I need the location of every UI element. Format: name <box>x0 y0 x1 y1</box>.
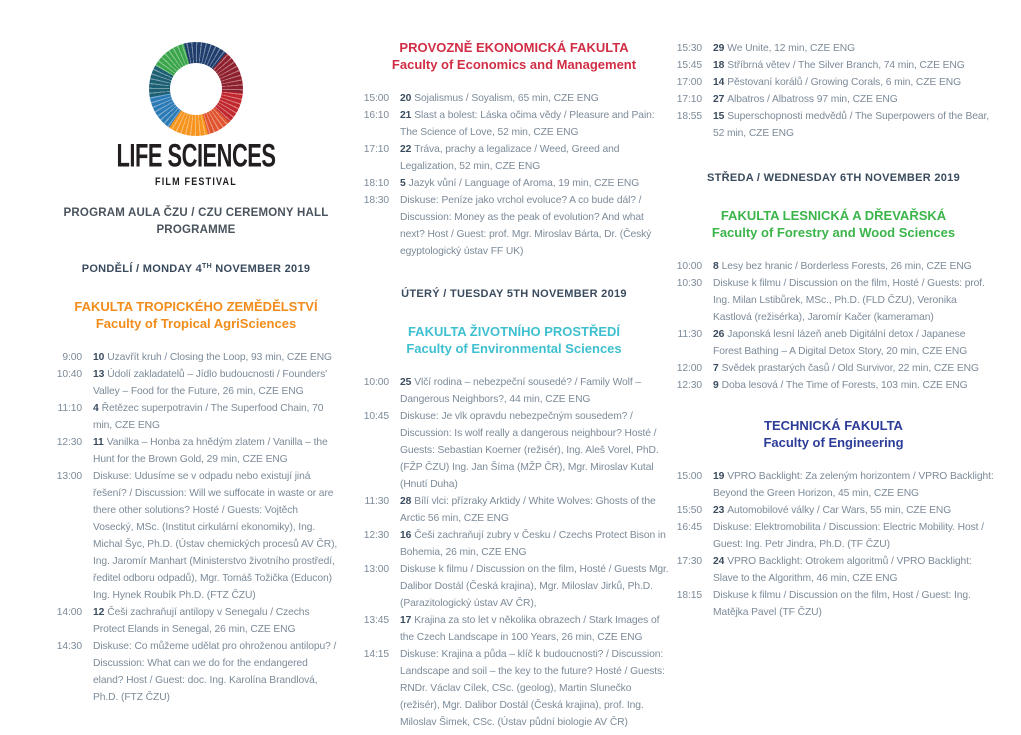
film-title: Diskuse k filmu / Discussion on the film, Hosté / Guests Mgr. Dalibor Dostál (Česká krajina), Mgr. Miloslav Jirků, Ph.D. (Parazitologický ústav AV ČR), <box>400 564 669 609</box>
film-title: Diskuse: Je vlk opravdu nebezpečným sousedem? / Discussion: Is wolf really a dangerous neighbour? Hosté / Guests: Sebastian Koerner (režisér), Ing. Aleš Vorel, PhD. (FŽP ČZU) Ing. Jan Šíma (MŽP ČR), Mgr. Miroslav Kutal (Hnutí Duha) <box>400 411 659 490</box>
programme-heading-line2: PROGRAMME <box>156 224 236 236</box>
section-header-forestry <box>672 208 995 241</box>
film-number: 20 <box>400 93 412 104</box>
screening-row <box>359 107 669 141</box>
screening-time: 16:10 <box>363 110 389 121</box>
screening-entry <box>93 366 340 400</box>
film-number: 22 <box>400 144 412 155</box>
film-title: Lesy bez hranic / Borderless Forests, 26 min, CZE ENG <box>721 261 972 272</box>
screening-entry <box>713 74 995 91</box>
screening-row <box>672 326 995 360</box>
column-right <box>672 36 995 621</box>
film-title: Češi zachraňují antilopy v Senegalu / Czechs Protect Elands in Senegal, 26 min, CZE ENG <box>93 607 310 635</box>
screening-row <box>359 374 669 408</box>
film-title: Doba lesová / The Time of Forests, 103 min. CZE ENG <box>721 380 968 391</box>
screening-entry <box>400 141 669 175</box>
section-title-cs: PROVOZNĚ EKONOMICKÁ FAKULTA <box>399 40 629 55</box>
screening-row <box>672 275 995 326</box>
column-monday <box>52 36 340 706</box>
film-title: Pěstovaní korálů / Growing Corals, 6 min, CZE ENG <box>727 77 961 88</box>
screening-row <box>672 40 995 57</box>
screening-entry <box>713 587 995 621</box>
screening-row <box>52 434 340 468</box>
screening-time: 9:00 <box>62 352 82 363</box>
film-title: Diskuse: Krajina a půda – klíč k budoucnosti? / Discussion: Landscape and soil – the key to the future? Hosté / Guests: RNDr. Václav Cílek, CSc. (geolog), Martin Slunečko (režisér), Mgr. Dalibor Dostál (Česká krajina), prof. Ing. Miloslav Šimek, CSc. (Ústav půdní biologie AV ČR) <box>400 649 665 728</box>
film-number: 18 <box>713 60 725 71</box>
film-number: 12 <box>93 607 105 618</box>
screening-entry <box>400 493 669 527</box>
schedule-engineering <box>672 468 995 621</box>
film-number: 15 <box>713 111 725 122</box>
film-title: Tráva, prachy a legalizace / Weed, Greed and Legalization, 52 min, CZE ENG <box>400 144 620 172</box>
screening-time: 10:45 <box>363 411 389 422</box>
film-number: 28 <box>400 496 412 507</box>
screening-entry <box>713 553 995 587</box>
film-number: 7 <box>713 363 719 374</box>
film-title: Diskuse: Co můžeme udělat pro ohroženou antilopu? / Discussion: What can we do for the endangered eland? Host / Guest: doc. Ing. Karolína Brandlová, Ph.D. (FTZ ČZU) <box>93 641 337 703</box>
film-title: Údolí zakladatelů – Jídlo budoucnosti / Founders' Valley – Food for the Future, 26 min, CZE ENG <box>93 369 327 397</box>
date-monday <box>52 263 340 275</box>
section-title-en: Faculty of Environmental Sciences <box>406 340 622 356</box>
film-title: Diskuse k filmu / Discussion on the film, Host / Guest: Ing. Matějka Pavel (TF ČZU) <box>713 590 971 618</box>
screening-entry <box>400 192 669 260</box>
section-title-en: Faculty of Tropical AgriSciences <box>95 315 297 331</box>
screening-time: 11:10 <box>57 403 82 414</box>
date-tuesday: ÚTERÝ / TUESDAY 5TH NOVEMBER 2019 <box>401 288 627 300</box>
screening-entry <box>713 57 995 74</box>
film-title: We Unite, 12 min, CZE ENG <box>727 43 856 54</box>
screening-entry <box>713 377 995 394</box>
programme-heading <box>52 205 340 239</box>
screening-entry <box>400 646 669 731</box>
screening-entry <box>400 527 669 561</box>
screening-row <box>672 57 995 74</box>
film-number: 11 <box>93 437 104 448</box>
column-middle <box>359 36 669 731</box>
schedule-forestry <box>672 258 995 394</box>
screening-time: 15:00 <box>676 471 702 482</box>
screening-entry <box>400 561 669 612</box>
film-title: Jazyk vůní / Language of Aroma, 19 min, CZE ENG <box>408 178 640 189</box>
screening-entry <box>400 90 669 107</box>
screening-row <box>359 493 669 527</box>
film-title: VPRO Backlight: Za zeleným horizontem / VPRO Backlight: Beyond the Green Horizon, 45 min, CZE ENG <box>713 471 994 499</box>
screening-time: 17:10 <box>363 144 389 155</box>
screening-time: 10:40 <box>56 369 82 380</box>
film-number: 9 <box>713 380 719 391</box>
section-title-en: Faculty of Forestry and Wood Sciences <box>711 224 956 240</box>
screening-time: 13:00 <box>56 471 82 482</box>
film-number: 5 <box>400 178 406 189</box>
screening-entry <box>93 349 340 366</box>
film-number: 4 <box>93 403 99 414</box>
screening-row <box>672 587 995 621</box>
screening-row <box>672 91 995 108</box>
film-number: 19 <box>713 471 725 482</box>
screening-row <box>52 366 340 400</box>
schedule-environmental <box>359 374 669 731</box>
screening-time: 15:30 <box>676 43 702 54</box>
film-number: 13 <box>93 369 105 380</box>
festival-logo-subtitle: FILM FESTIVAL <box>155 175 237 188</box>
film-title: Slast a bolest: Láska očima vědy / Pleasure and Pain: The Science of Love, 52 min, CZE ENG <box>400 110 655 138</box>
screening-time: 18:15 <box>676 590 702 601</box>
screening-entry <box>93 400 340 434</box>
screening-row <box>672 108 995 142</box>
screening-row <box>672 360 995 377</box>
film-number: 14 <box>713 77 725 88</box>
date-monday-rest: NOVEMBER 2019 <box>211 263 311 275</box>
screening-time: 16:45 <box>676 522 702 533</box>
screening-row <box>359 408 669 493</box>
section-header-environmental <box>359 324 669 357</box>
film-number: 8 <box>713 261 719 272</box>
film-title: Automobilové války / Car Wars, 55 min, CZE ENG <box>727 505 952 516</box>
screening-time: 12:00 <box>676 363 702 374</box>
film-title: Albatros / Albatross 97 min, CZE ENG <box>727 94 898 105</box>
screening-row <box>52 349 340 366</box>
screening-time: 15:50 <box>676 505 702 516</box>
screening-time: 17:10 <box>676 94 702 105</box>
screening-entry <box>713 519 995 553</box>
film-title: Japonská lesní lázeň aneb Digitální detox / Japanese Forest Bathing – A Digital Detox Story, 20 min, CZE ENG <box>713 329 968 357</box>
screening-time: 13:00 <box>363 564 389 575</box>
film-number: 21 <box>400 110 412 121</box>
section-header-tropical <box>52 299 340 332</box>
screening-row <box>672 519 995 553</box>
screening-row <box>359 561 669 612</box>
film-title: Češi zachraňují zubry v Česku / Czechs Protect Bison in Bohemia, 26 min, CZE ENG <box>400 530 666 558</box>
screening-row <box>359 90 669 107</box>
screening-entry <box>400 612 669 646</box>
screening-time: 10:00 <box>363 377 389 388</box>
screening-row <box>359 646 669 731</box>
screening-entry <box>400 107 669 141</box>
film-number: 27 <box>713 94 725 105</box>
screening-row <box>359 175 669 192</box>
festival-logo <box>52 42 340 188</box>
screening-time: 17:00 <box>676 77 702 88</box>
screening-row <box>672 258 995 275</box>
screening-time: 14:30 <box>56 641 82 652</box>
date-monday-main: PONDĚLÍ / MONDAY 4 <box>81 263 203 275</box>
screening-time: 13:45 <box>363 615 389 626</box>
film-number: 10 <box>93 352 105 363</box>
screening-entry <box>713 275 995 326</box>
screening-row <box>359 141 669 175</box>
section-title-en: Faculty of Engineering <box>763 434 904 450</box>
screening-time: 17:30 <box>676 556 702 567</box>
screening-entry <box>713 326 995 360</box>
screening-entry <box>400 408 669 493</box>
screening-entry <box>93 604 340 638</box>
film-title: Svědek prastarých časů / Old Survivor, 22 min, CZE ENG <box>721 363 979 374</box>
screening-time: 12:30 <box>363 530 389 541</box>
screening-entry <box>713 108 995 142</box>
screening-row <box>359 527 669 561</box>
section-header-economics <box>359 40 669 73</box>
date-monday-ordinal: TH <box>202 263 212 270</box>
screening-time: 14:15 <box>363 649 389 660</box>
programme-heading-line1: PROGRAM AULA ČZU / CZU CEREMONY HALL <box>63 207 329 219</box>
screening-time: 15:45 <box>676 60 702 71</box>
film-title: VPRO Backlight: Otrokem algoritmů / VPRO Backlight: Slave to the Algorithm, 46 min, CZE ENG <box>713 556 972 584</box>
screening-time: 11:30 <box>677 329 702 340</box>
screening-entry <box>713 258 995 275</box>
film-title: Diskuse: Elektromobilita / Discussion: Electric Mobility. Host / Guest: Ing. Petr Jindra, Ph.D. (TF ČZU) <box>713 522 984 550</box>
schedule-economics <box>359 90 669 260</box>
film-title: Řetězec superpotravin / The Superfood Chain, 70 min, CZE ENG <box>93 403 324 431</box>
screening-time: 15:00 <box>363 93 389 104</box>
section-title-cs: FAKULTA TROPICKÉHO ZEMĚDĚLSTVÍ <box>74 299 318 314</box>
film-title: Sojalismus / Soyalism, 65 min, CZE ENG <box>414 93 599 104</box>
screening-row <box>672 502 995 519</box>
screening-row <box>52 638 340 706</box>
screening-entry <box>400 175 669 192</box>
screening-entry <box>713 91 995 108</box>
screening-row <box>359 192 669 260</box>
film-number: 25 <box>400 377 412 388</box>
screening-row <box>52 400 340 434</box>
film-title: Diskuse: Udusíme se v odpadu nebo existují jiná řešení? / Discussion: Will we suffocate in waste or are there other solutions? Hosté / Guests: Vojtěch Vosecký, MSc. (Institut cirkulární ekonomiky), Ing. Michal Šyc, Ph.D. (Ústav chemických procesů AV ČR), Ing. Jaromír Manhart (Ministerstvo životního prostředí, ředitel odboru odpadů), Mgr. Tomáš Tožička (Educon) Ing. Hynek Roubík Ph.D. (FTZ ČZU) <box>93 471 338 601</box>
section-title-cs: FAKULTA ŽIVOTNÍHO PROSTŘEDÍ <box>407 324 621 339</box>
screening-time: 18:30 <box>363 195 389 206</box>
film-number: 29 <box>713 43 725 54</box>
screening-entry <box>93 434 340 468</box>
screening-time: 10:00 <box>676 261 702 272</box>
film-title: Vanilka – Honba za hnědým zlatem / Vanilla – the Hunt for the Brown Gold, 29 min, CZE ENG <box>93 437 328 465</box>
film-number: 26 <box>713 329 725 340</box>
screening-row <box>672 468 995 502</box>
film-title: Bílí vlci: přízraky Arktidy / White Wolves: Ghosts of the Arctic 56 min, CZE ENG <box>400 496 656 524</box>
screening-time: 18:10 <box>363 178 389 189</box>
section-title-cs: FAKULTA LESNICKÁ A DŘEVAŘSKÁ <box>720 208 947 223</box>
film-number: 16 <box>400 530 412 541</box>
screening-entry <box>713 502 995 519</box>
screening-time: 14:00 <box>56 607 82 618</box>
festival-logo-ring-icon <box>149 42 243 136</box>
film-title: Uzavřít kruh / Closing the Loop, 93 min, CZE ENG <box>107 352 332 363</box>
film-title: Diskuse: Peníze jako vrchol evoluce? A co bude dál? / Discussion: Money as the peak of evolution? And what next? Host / Guest: prof. Mgr. Miroslav Bárta, Dr. (Český egyptologický ústav FF UK) <box>400 195 652 257</box>
schedule-environmental-continued <box>672 40 995 142</box>
date-wednesday: STŘEDA / WEDNESDAY 6TH NOVEMBER 2019 <box>706 172 961 184</box>
film-title: Diskuse k filmu / Discussion on the film, Hosté / Guests: prof. Ing. Milan Lstibůrek, MSc., Ph.D. (FLD ČZU), Veronika Kastlová (režisérka), Jaromír Kačer (kameraman) <box>713 278 985 323</box>
screening-time: 18:55 <box>676 111 702 122</box>
screening-row <box>672 553 995 587</box>
screening-entry <box>713 360 995 377</box>
film-title: Superschopnosti medvědů / The Superpowers of the Bear, 52 min, CZE ENG <box>713 111 989 139</box>
screening-entry <box>400 374 669 408</box>
festival-logo-title: LIFE SCIENCES <box>116 137 276 174</box>
screening-entry <box>93 638 340 706</box>
film-number: 17 <box>400 615 412 626</box>
screening-entry <box>713 40 995 57</box>
screening-row <box>672 74 995 91</box>
screening-row <box>672 377 995 394</box>
screening-row <box>52 604 340 638</box>
screening-row <box>359 612 669 646</box>
screening-time: 10:30 <box>676 278 702 289</box>
film-number: 23 <box>713 505 725 516</box>
section-header-engineering <box>672 418 995 451</box>
screening-row <box>52 468 340 604</box>
section-title-cs: TECHNICKÁ FAKULTA <box>764 418 903 433</box>
schedule-tropical <box>52 349 340 706</box>
screening-time: 12:30 <box>56 437 82 448</box>
film-number: 24 <box>713 556 725 567</box>
screening-time: 12:30 <box>676 380 702 391</box>
screening-time: 11:30 <box>364 496 389 507</box>
section-title-en: Faculty of Economics and Management <box>391 56 637 72</box>
film-title: Stříbrná větev / The Silver Branch, 74 min, CZE ENG <box>727 60 965 71</box>
screening-entry <box>93 468 340 604</box>
screening-entry <box>713 468 995 502</box>
film-title: Krajina za sto let v několika obrazech / Stark Images of the Czech Landscape in 100 Years, 26 min, CZE ENG <box>400 615 660 643</box>
film-title: Vlčí rodina – nebezpeční sousedé? / Family Wolf – Dangerous Neighbors?, 44 min, CZE ENG <box>400 377 641 405</box>
